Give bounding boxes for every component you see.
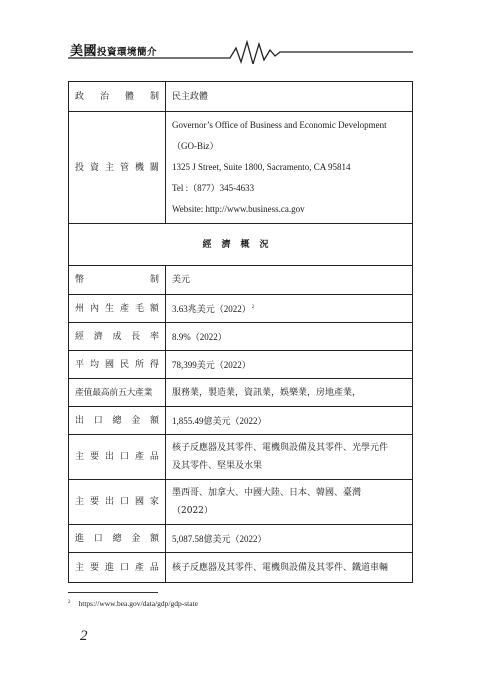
label-char: 總 [112, 533, 122, 544]
value-line: （2022） [172, 506, 213, 516]
label-char: 管 [119, 162, 129, 173]
row-value: 1,855.49億美元（2022） [166, 407, 413, 435]
table-row [69, 435, 413, 480]
header-title-main: 美國 [70, 44, 98, 59]
label-char: 進 [104, 562, 114, 573]
label-char: 產 [134, 562, 144, 573]
row-value [166, 112, 413, 224]
label-char: 口 [119, 562, 129, 573]
label-char: 資 [89, 162, 99, 173]
row-value [166, 480, 413, 525]
label-char: 成 [112, 331, 122, 342]
label-char: 經 [75, 331, 85, 342]
label-char: 治 [99, 91, 109, 102]
label-char: 所 [134, 359, 144, 370]
table-row [69, 266, 413, 295]
section-title: 經濟概況 [69, 224, 413, 266]
row-label-text [75, 330, 159, 344]
row-label [69, 112, 166, 224]
label-char: 內 [89, 303, 99, 314]
row-label [69, 351, 166, 379]
label-char: 口 [93, 533, 103, 544]
table-row [69, 407, 413, 435]
row-value [166, 295, 413, 323]
label-char: 主 [75, 497, 85, 507]
header-title-sub: 投資環境簡介 [97, 47, 158, 58]
label-char: 進 [75, 533, 85, 544]
table-row [69, 112, 413, 224]
label-char: 長 [131, 331, 141, 342]
label-char: 制 [149, 91, 159, 102]
gdp-value: 3.63兆美元（2022） [172, 304, 251, 314]
label-char: 體 [124, 91, 134, 102]
label-char: 要 [89, 562, 99, 573]
table-row [69, 82, 413, 112]
table-row [69, 480, 413, 525]
row-value: 服務業，製造業，資訊業，娛樂業，房地產業， [166, 379, 413, 407]
row-label [69, 525, 166, 553]
agency-abbrev-line: （GO-Biz） [172, 141, 219, 151]
value-line: 核子反應器及其零件、電機與設備及其零件、光學元件 [172, 443, 389, 453]
row-label-text [75, 358, 159, 372]
table-row [69, 525, 413, 553]
label-char: 幣 [75, 275, 85, 285]
table-row [69, 553, 413, 583]
label-char: 產 [134, 452, 144, 462]
label-char: 濟 [93, 331, 103, 342]
agency-name-line: Governor’s Office of Business and Economic Development [172, 120, 387, 130]
row-label [69, 480, 166, 525]
row-value: 美元 [166, 266, 413, 295]
row-label: 產值最高前五大產業 [69, 379, 166, 407]
label-char: 出 [104, 497, 114, 507]
row-value: 78,399美元（2022） [166, 351, 413, 379]
row-value: 核子反應器及其零件、電機與設備及其零件、鐵道車輛 [166, 553, 413, 583]
footnote-ref: 2 [251, 305, 255, 310]
label-char: 口 [119, 497, 129, 507]
label-char: 機 [134, 162, 144, 173]
header-ecg-line [68, 34, 413, 64]
row-label-text [75, 414, 159, 428]
label-char: 主 [75, 452, 85, 462]
row-label [69, 323, 166, 351]
label-char: 國 [104, 359, 114, 370]
label-char: 額 [149, 303, 159, 314]
label-char: 投 [75, 162, 85, 173]
label-char: 金 [131, 415, 141, 426]
table-row [69, 379, 413, 407]
row-label-text [75, 450, 159, 464]
agency-address-line: 1325 J Street, Suite 1800, Sacramento, CA 95814 [172, 162, 351, 172]
label-char: 要 [89, 452, 99, 462]
label-char: 均 [89, 359, 99, 370]
label-char: 制 [149, 275, 159, 285]
row-value: 8.9%（2022） [166, 323, 413, 351]
row-label-text [75, 302, 159, 316]
value-line: 墨西哥、加拿大、中國大陸、日本、韓國、臺灣 [172, 488, 362, 498]
page-header [68, 34, 413, 64]
row-label [69, 435, 166, 480]
table-row [69, 295, 413, 323]
label-char: 出 [104, 452, 114, 462]
row-value: 5,087.58億美元（2022） [166, 525, 413, 553]
label-char: 家 [149, 497, 159, 507]
label-char: 品 [149, 452, 159, 462]
info-table [68, 81, 413, 583]
footnote-number: 2 [68, 600, 71, 605]
row-label-text [75, 90, 159, 104]
label-char: 生 [104, 303, 114, 314]
label-char: 產 [119, 303, 129, 314]
row-label-text [75, 273, 159, 287]
row-label-text [75, 561, 159, 575]
label-char: 主 [104, 162, 114, 173]
label-char: 州 [75, 303, 85, 314]
row-label [69, 266, 166, 295]
agency-tel-line: Tel :（877）345-4633 [172, 183, 255, 193]
label-char: 總 [112, 415, 122, 426]
label-char: 率 [149, 331, 159, 342]
row-label [69, 553, 166, 583]
footnote-rule [68, 592, 158, 593]
label-char: 毛 [134, 303, 144, 314]
row-value: 民主政體 [166, 82, 413, 112]
label-char: 國 [134, 497, 144, 507]
label-char: 額 [149, 533, 159, 544]
row-label [69, 407, 166, 435]
value-line: 及其零件、堅果及水果 [172, 461, 263, 471]
label-char: 要 [89, 497, 99, 507]
row-value [166, 435, 413, 480]
row-label [69, 82, 166, 112]
label-char: 口 [93, 415, 103, 426]
row-label [69, 295, 166, 323]
label-char: 出 [75, 415, 85, 426]
row-label-text [75, 161, 159, 175]
label-char: 品 [149, 562, 159, 573]
footnote-url: https://www.bea.gov/data/gdp/gdp-state [78, 599, 198, 608]
section-header-row [69, 224, 413, 266]
label-char: 民 [119, 359, 129, 370]
page-number: 2 [80, 628, 88, 644]
label-char: 平 [75, 359, 85, 370]
label-char: 政 [75, 91, 85, 102]
label-char: 額 [149, 415, 159, 426]
footnote [68, 599, 198, 608]
label-char: 關 [149, 162, 159, 173]
row-label-text [75, 532, 159, 546]
label-char: 得 [149, 359, 159, 370]
table-row [69, 323, 413, 351]
row-label-text [75, 495, 159, 509]
label-char: 主 [75, 562, 85, 573]
label-char: 金 [131, 533, 141, 544]
label-char: 口 [119, 452, 129, 462]
agency-website-line: Website: http://www.business.ca.gov [172, 204, 305, 214]
table-row [69, 351, 413, 379]
